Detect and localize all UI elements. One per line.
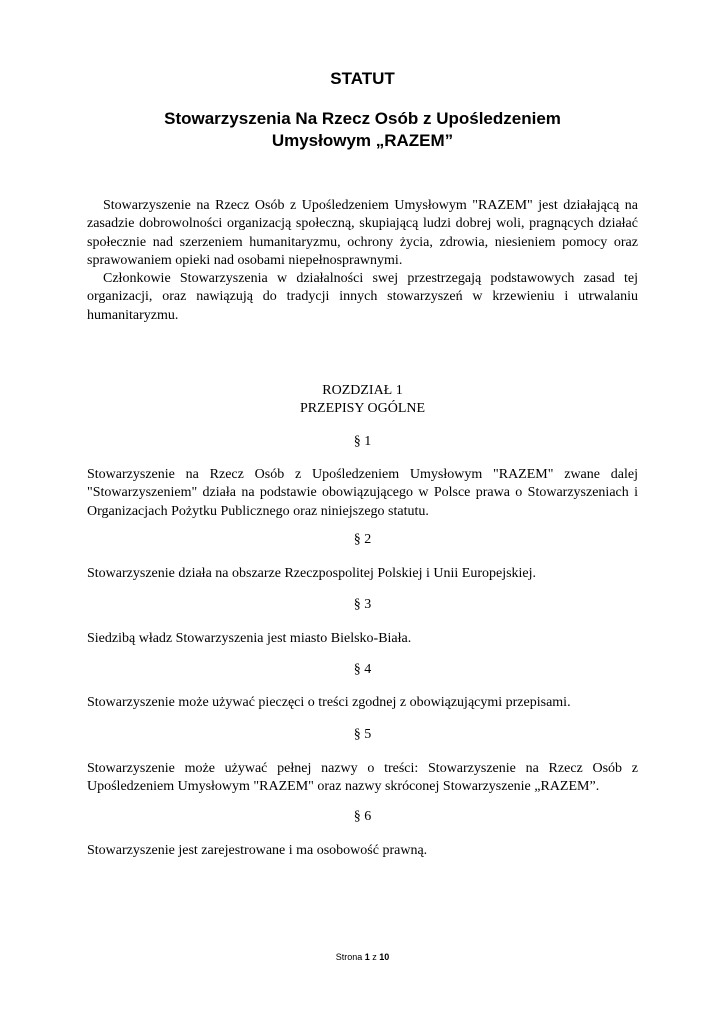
section-mark: § 5 [353,727,372,742]
chapter-name: PRZEPISY OGÓLNE [299,401,426,416]
footer-current-page: 1 [364,952,370,962]
section-text: Stowarzyszenie na Rzecz Osób z Upośledzeniem Umysłowym "RAZEM" zwane dalej "Stowarzyszeniem" działa na podstawie obowiązującego w Polsce prawa o Stowarzyszeniach i Organizacjach Pożytku Publicznego oraz niniejszego statutu. [87,467,638,519]
section-mark: § 4 [353,662,372,677]
section-text: Stowarzyszenie może używać pieczęci o treści zgodnej z obowiązującymi przepisami. [87,695,571,710]
document-subtitle-line-1: Stowarzyszenia Na Rzecz Osób z Upośledzeniem [164,109,561,128]
preamble-paragraph-1: Stowarzyszenie na Rzecz Osób z Upośledzeniem Umysłowym "RAZEM" jest działającą na zasadzie dobrowolności organizacją społeczną, skupiającą ludzi dobrej woli, pragnących działać społecznie nad szerzeniem humanitaryzmu, ochrony życia, zdrowia, niesieniem pomocy oraz sprawowaniem opieki nad osobami niepełnosprawnymi. [87,198,638,268]
preamble-paragraph-2: Członkowie Stowarzyszenia w działalności swej przestrzegają podstawowych zasad tej organizacji, oraz nawiązują do tradycji innych stowarzyszeń w krzewieniu i utrwalaniu humanitaryzmu. [87,271,638,323]
footer-label: Strona [335,952,363,962]
section-text: Stowarzyszenie działa na obszarze Rzeczpospolitej Polskiej i Unii Europejskiej. [87,566,537,581]
section-text: Stowarzyszenie może używać pełnej nazwy o treści: Stowarzyszenie na Rzecz Osób z Upośledzeniem Umysłowym "RAZEM" oraz nazwy skróconej Stowarzyszenie „RAZEM”. [87,761,638,795]
section-mark: § 3 [353,597,372,612]
footer-total-pages: 10 [379,952,390,962]
page-footer [0,952,725,962]
chapter-number: ROZDZIAŁ 1 [322,383,403,398]
section-mark: § 6 [353,809,372,824]
section-text: Siedzibą władz Stowarzyszenia jest miasto Bielsko-Biała. [87,631,412,646]
section-text: Stowarzyszenie jest zarejestrowane i ma osobowość prawną. [87,843,428,858]
section-mark: § 1 [353,434,372,449]
document-title: STATUT [330,69,395,88]
footer-separator: z [372,952,377,962]
section-mark: § 2 [353,532,372,547]
document-subtitle-line-2: Umysłowym „RAZEM” [271,131,454,150]
